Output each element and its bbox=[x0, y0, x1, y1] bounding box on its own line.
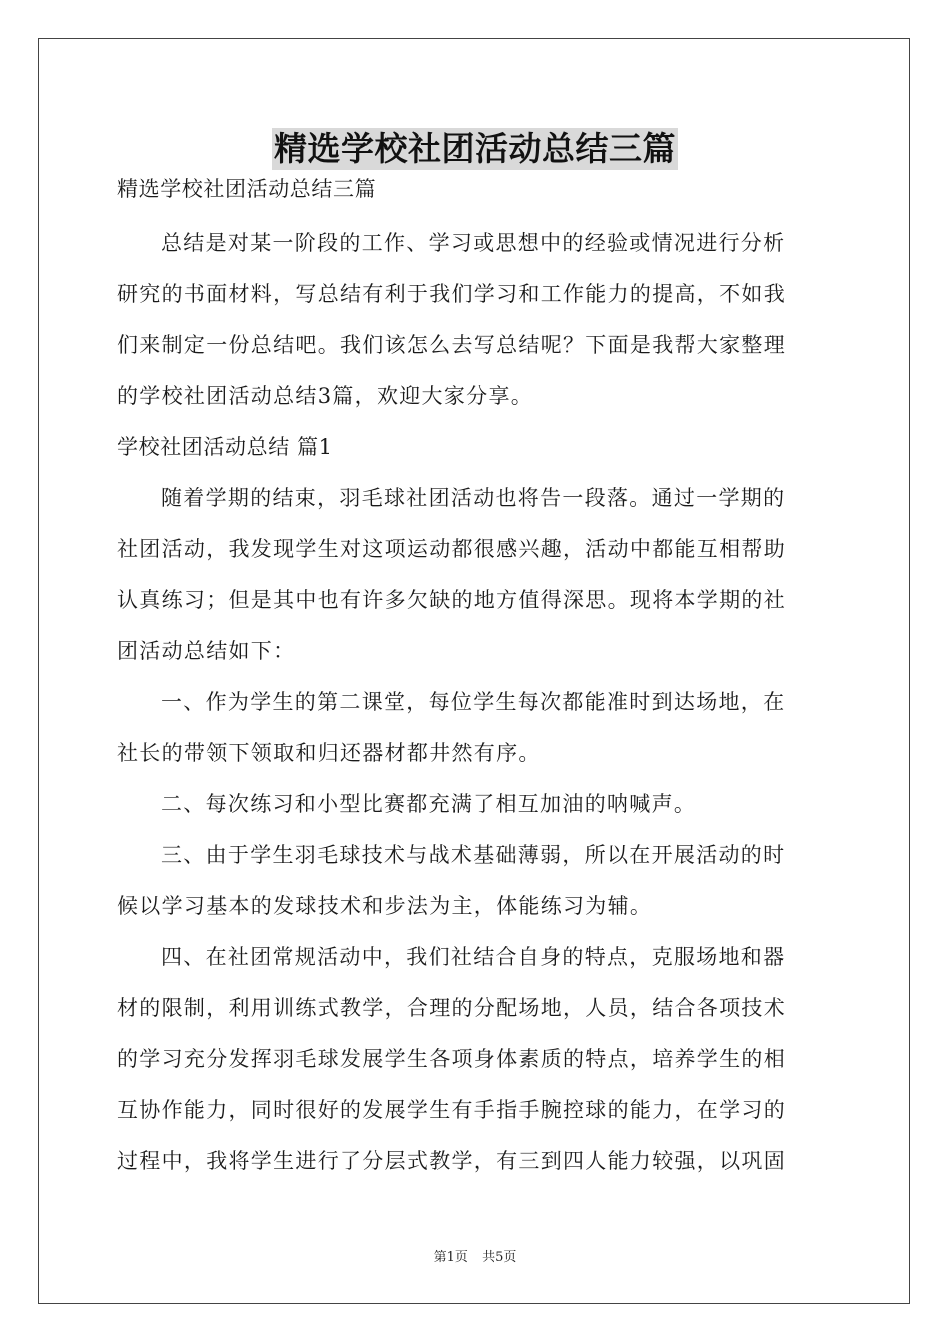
page-footer bbox=[0, 1246, 950, 1265]
body-paragraph-2 bbox=[117, 689, 835, 766]
document-title: 精选学校社团活动总结三篇 bbox=[274, 129, 676, 168]
page-number-current: 第1页 bbox=[433, 1250, 468, 1265]
paragraph-line: 四、在社团常规活动中，我们社结合自身的特点，克服场地和器 bbox=[161, 945, 786, 969]
paragraph-line: 团活动总结如下： bbox=[117, 639, 296, 663]
paragraph-line: 材的限制，利用训练式教学，合理的分配场地，人员，结合各项技术 bbox=[117, 996, 786, 1020]
document-body bbox=[117, 176, 835, 1199]
page-number-total: 共5页 bbox=[482, 1250, 517, 1265]
document-subtitle: 精选学校社团活动总结三篇 bbox=[117, 177, 377, 201]
paragraph-line: 总结是对某一阶段的工作、学习或思想中的经验或情况进行分析 bbox=[161, 231, 786, 255]
paragraph-line: 一、作为学生的第二课堂，每位学生每次都能准时到达场地，在 bbox=[161, 690, 786, 714]
paragraph-line: 社团活动，我发现学生对这项运动都很感兴趣，活动中都能互相帮助 bbox=[117, 537, 786, 561]
paragraph-line: 候以学习基本的发球技术和步法为主，体能练习为辅。 bbox=[117, 894, 653, 918]
paragraph-line: 的学习充分发挥羽毛球发展学生各项身体素质的特点，培养学生的相 bbox=[117, 1047, 786, 1071]
paragraph-line: 们来制定一份总结吧。我们该怎么去写总结呢？下面是我帮大家整理 bbox=[117, 333, 786, 357]
body-paragraph-5 bbox=[117, 944, 835, 1174]
paragraph-line: 的学校社团活动总结3篇，欢迎大家分享。 bbox=[117, 384, 534, 408]
paragraph-line: 二、每次练习和小型比赛都充满了相互加油的呐喊声。 bbox=[161, 792, 697, 816]
body-paragraph-3 bbox=[117, 791, 835, 817]
paragraph-line: 过程中，我将学生进行了分层式教学，有三到四人能力较强，以巩固 bbox=[117, 1149, 786, 1173]
paragraph-line: 随着学期的结束，羽毛球社团活动也将告一段落。通过一学期的 bbox=[161, 486, 786, 510]
body-paragraph-1 bbox=[117, 485, 835, 664]
section-heading: 学校社团活动总结 篇1 bbox=[117, 435, 333, 459]
paragraph-line: 研究的书面材料，写总结有利于我们学习和工作能力的提高，不如我 bbox=[117, 282, 786, 306]
body-paragraph-4 bbox=[117, 842, 835, 919]
intro-paragraph bbox=[117, 230, 835, 409]
paragraph-line: 社长的带领下领取和归还器材都井然有序。 bbox=[117, 741, 541, 765]
paragraph-line: 三、由于学生羽毛球技术与战术基础薄弱，所以在开展活动的时 bbox=[161, 843, 786, 867]
title-container bbox=[0, 128, 950, 170]
paragraph-line: 互协作能力，同时很好的发展学生有手指手腕控球的能力，在学习的 bbox=[117, 1098, 786, 1122]
paragraph-line: 认真练习；但是其中也有许多欠缺的地方值得深思。现将本学期的社 bbox=[117, 588, 786, 612]
